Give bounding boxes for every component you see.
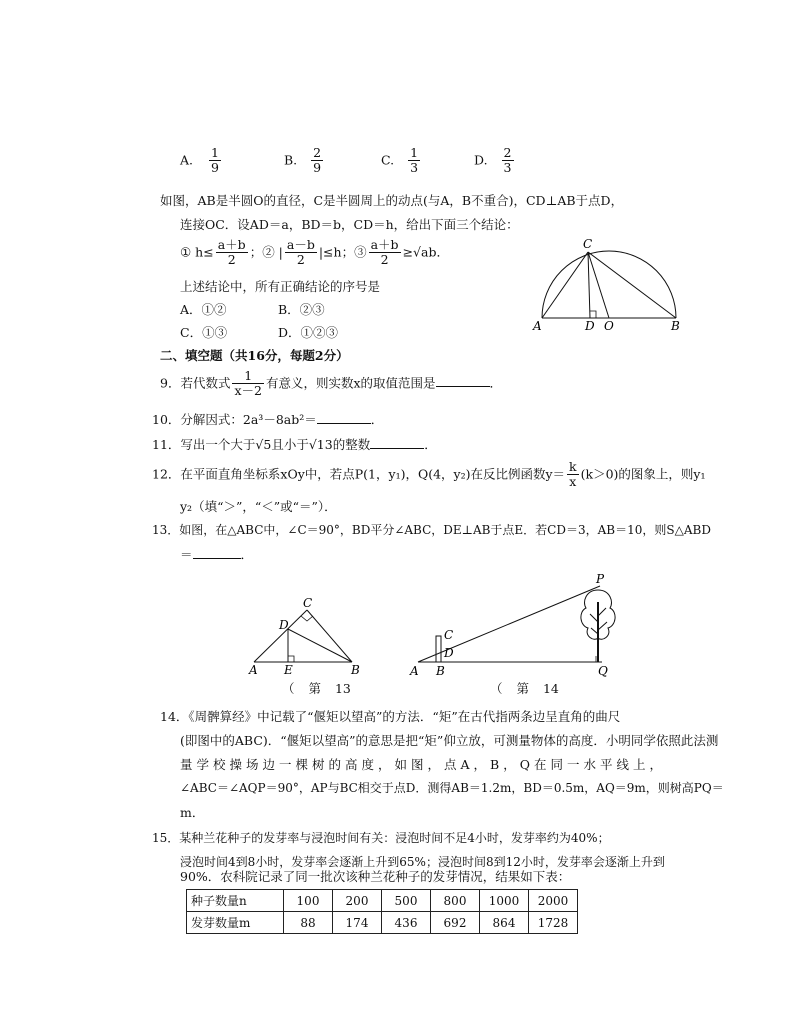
q14-label-c: C	[444, 628, 454, 642]
q15-row1-header: 种子数量n	[187, 890, 284, 912]
q8-c1-num: a＋b	[217, 237, 246, 252]
q8-label-c: C	[583, 238, 593, 251]
q8-line1: 如图，AB是半圆O的直径，C是半圆周上的动点(与A，B不重合)，CD⊥AB于点D，	[160, 193, 624, 208]
q11-end: ．	[424, 437, 437, 452]
table-row	[187, 890, 578, 912]
q13-label-a: A	[249, 663, 258, 677]
q8-option-b: B．②③	[278, 302, 325, 317]
q15-line3: 90%．农科院记录了同一批次该种兰花种子的发芽情况，结果如下表：	[180, 869, 571, 884]
q14-line3: 量学校操场边一棵树的高度，如图，点A，B，Q在同一水平线上，	[180, 757, 666, 772]
q8-option-c: C．①③	[180, 325, 228, 340]
q14-line2: (即图中的ABC)．“偃矩以望高”的意思是把“矩”仰立放，可测量物体的高度．小明同学依照此法测	[180, 733, 719, 748]
section2-title: 二、填空题（共16分，每题2分）	[160, 348, 349, 363]
q8-line2: 连接OC．设AD＝a，BD＝b，CD＝h，给出下面三个结论：	[180, 217, 519, 232]
q8-right-angle-mark	[590, 311, 596, 318]
q12-line2: y₂（填“＞”，“＜”或“＝”）．	[180, 499, 337, 514]
q8-c2-num: a－b	[286, 237, 315, 252]
q13-right-angle-e	[288, 656, 294, 662]
q13-label-e: E	[284, 663, 293, 677]
q8-semicircle-figure	[530, 238, 690, 334]
q13-label-c: C	[303, 596, 313, 610]
q8-c1-fraction	[216, 238, 248, 268]
q8-option-d: D．①②③	[278, 325, 339, 340]
table-cell: 500	[382, 890, 431, 912]
q9-end: ．	[489, 375, 503, 391]
q15-row2-header: 发芽数量m	[187, 912, 284, 934]
table-cell: 88	[284, 912, 333, 934]
q9-num: 1	[232, 369, 264, 384]
q8-option-a: A．①②	[180, 302, 227, 317]
q11-answer-blank	[370, 447, 424, 449]
q13-segment-bd	[288, 629, 352, 662]
q10-answer-blank	[317, 422, 371, 424]
table-row	[187, 912, 578, 934]
q7-option-c-label: C.	[381, 152, 395, 168]
q7-option-b	[284, 146, 325, 176]
q7-option-d-fraction	[502, 146, 514, 176]
q14-caption: （ 第 14	[490, 681, 559, 696]
q14-label-a: A	[410, 664, 419, 678]
q8-c3-den: 2	[380, 252, 389, 268]
q12-line1-suffix: (k＞0)的图象上，则y₁	[580, 466, 706, 482]
q7-option-c-fraction	[408, 146, 420, 176]
q8-c3-suffix: ≥√ab．	[402, 244, 449, 260]
q14-label-d: D	[444, 646, 454, 660]
q9-prefix: 9．若代数式	[160, 375, 231, 391]
table-cell: 436	[382, 912, 431, 934]
q8-c2-prefix: ；② |	[249, 244, 283, 260]
q8-segment-cd	[588, 252, 590, 318]
table-cell: 1000	[480, 890, 529, 912]
q7-option-a	[180, 146, 223, 176]
q13-right-angle-c	[301, 616, 313, 621]
q8-label-b: B	[671, 319, 680, 333]
q9-den: x－2	[234, 383, 262, 399]
q9-answer-blank	[436, 385, 490, 387]
q14-line4: ∠ABC＝∠AQP＝90°，AP与BC相交于点D．测得AB＝1.2m，BD＝0.5m，AQ＝9m，则树高PQ＝	[180, 781, 724, 795]
q7-option-a-den: 9	[211, 160, 219, 176]
table-cell: 864	[480, 912, 529, 934]
table-cell: 692	[431, 912, 480, 934]
table-cell: 1728	[529, 912, 578, 934]
q15-line2: 浸泡时间4到8小时，发芽率会逐渐上升到65%；浸泡时间8到12小时，发芽率会逐渐上升到	[180, 855, 665, 869]
q9	[160, 369, 502, 399]
q8-c3-fraction	[369, 238, 401, 268]
q8-segment-oc	[588, 252, 609, 318]
q14-line5: m．	[180, 805, 205, 820]
q13-label-b: B	[351, 663, 360, 677]
q12-line1	[152, 460, 705, 490]
q15-line1: 15．某种兰花种子的发芽率与浸泡时间有关：浸泡时间不足4小时，发芽率约为40%；	[152, 831, 610, 845]
q7-option-a-label: A.	[180, 152, 194, 168]
q14-line1: 14．《周髀算经》中记载了“偃矩以望高”的方法．“矩”在古代指两条边呈直角的曲尺	[160, 709, 621, 724]
q8-c3-num: a＋b	[370, 237, 399, 252]
q13-line1: 13．如图，在△ABC中，∠C＝90°，BD平分∠ABC，DE⊥AB于点E．若CD＝3，AB＝10，则S△ABD	[152, 523, 711, 537]
q7-option-c	[381, 146, 422, 176]
q14-label-b: B	[436, 664, 445, 678]
q12-k-num: k	[569, 459, 577, 474]
q12-k-fraction	[567, 460, 579, 490]
q8-c2-den: 2	[296, 252, 305, 268]
q7-option-d-label: D.	[474, 152, 488, 168]
q7-option-d-den: 3	[503, 160, 512, 176]
q7-option-b-fraction	[311, 146, 323, 176]
q7-option-d	[474, 146, 516, 176]
q14-label-q: Q	[598, 664, 608, 678]
q8-conclusions	[180, 238, 449, 268]
q14-label-p: P	[596, 572, 605, 586]
q7-option-b-num: 2	[313, 145, 322, 160]
q7-option-d-num: 2	[503, 145, 512, 160]
q8-question: 上述结论中，所有正确结论的序号是	[180, 279, 381, 294]
q13-line2-prefix: ＝	[180, 547, 193, 562]
q7-option-a-num: 1	[211, 145, 219, 160]
q8-label-a: A	[533, 319, 542, 333]
table-cell: 800	[431, 890, 480, 912]
q8-label-o: O	[604, 319, 614, 333]
q8-c2-fraction	[285, 238, 317, 268]
q10-text: 10．分解因式：2a³－8ab²＝	[152, 412, 317, 427]
q8-segment-bc	[588, 252, 676, 318]
q11	[152, 435, 437, 453]
q7-option-a-fraction	[209, 146, 221, 176]
q12-line1-prefix: 12．在平面直角坐标系xOy中，若点P(1，y₁)，Q(4，y₂)在反比例函数y＝	[152, 466, 566, 482]
q13-label-d: D	[279, 618, 289, 632]
q7-option-c-num: 1	[410, 145, 419, 160]
q8-semicircle-arc	[542, 251, 676, 318]
q15-seed-table	[186, 889, 578, 934]
table-cell: 174	[333, 912, 382, 934]
q9-fraction	[232, 369, 264, 399]
q13-segment-cb	[307, 610, 352, 662]
q13-answer-blank	[193, 557, 241, 559]
q8-segment-ac	[542, 252, 588, 318]
q11-text: 11．写出一个大于√5且小于√13的整数	[152, 437, 371, 452]
table-cell: 2000	[529, 890, 578, 912]
q12-k-den: x	[569, 474, 577, 490]
q8-c1-den: 2	[227, 252, 236, 268]
q10-end: ．	[370, 412, 384, 427]
table-cell: 100	[284, 890, 333, 912]
q7-option-b-label: B.	[284, 152, 298, 168]
q13-line2	[180, 545, 253, 563]
q8-c2-suffix: |≤h；③	[318, 244, 367, 260]
q13-caption: （ 第 13	[282, 681, 351, 696]
table-cell: 200	[333, 890, 382, 912]
q10	[152, 410, 383, 428]
q7-option-c-den: 3	[410, 160, 419, 176]
q13-end: ．	[240, 547, 254, 562]
q14-tree-figure	[406, 572, 622, 680]
q14-ruler-bc	[436, 636, 441, 662]
q9-suffix: 有意义，则实数x的取值范围是	[265, 375, 436, 391]
q7-option-b-den: 9	[313, 160, 322, 176]
q13-triangle-figure	[244, 596, 368, 680]
q8-label-d: D	[585, 319, 595, 333]
q8-c1-prefix: ① h≤	[180, 244, 214, 260]
